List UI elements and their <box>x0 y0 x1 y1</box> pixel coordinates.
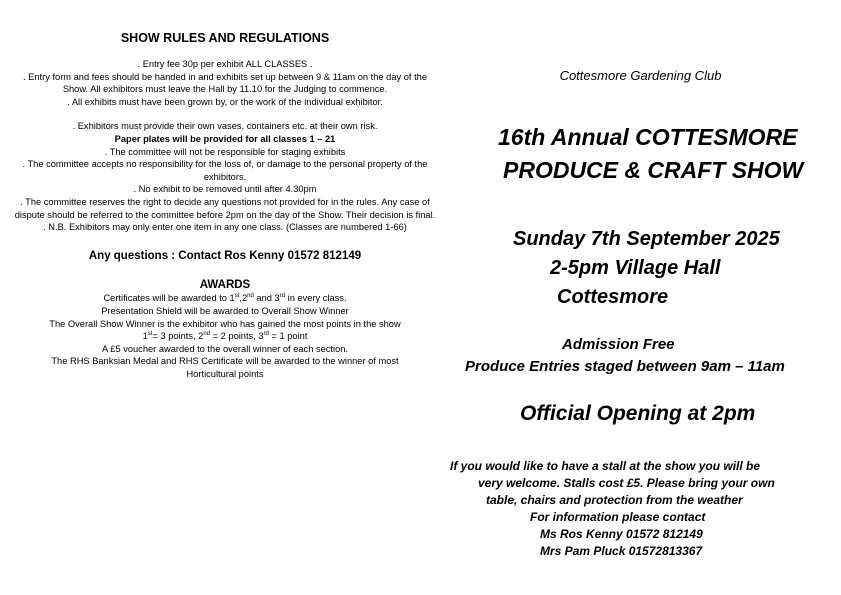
official-opening: Official Opening at 2pm <box>520 402 756 425</box>
rule-disputes: . The committee reserves the right to decide any questions not provided for in the rules. Any case of dispute should be referred to the committee before 2pm on the day of the Show. Their decision is final. <box>14 196 436 220</box>
contact-pam: Mrs Pam Pluck 01572813367 <box>540 544 703 558</box>
stall-line: For information please contact <box>530 510 706 524</box>
awards-shield: Presentation Shield will be awarded to Overall Show Winner <box>101 305 349 316</box>
show-title-line-2: PRODUCE & CRAFT SHOW <box>503 157 804 183</box>
awards-winner: The Overall Show Winner is the exhibitor who has gained the most points in the show <box>49 318 401 329</box>
rule-entry-form: . Entry form and fees should be handed in and exhibits set up between 9 & 11am on the day of the Show. All exhibitors must leave the Hall by 11.10 for the Judging to commence. <box>23 71 427 95</box>
stall-line: very welcome. Stalls cost £5. Please bring your own <box>478 476 775 490</box>
stall-info <box>450 458 810 560</box>
flyer-column <box>440 0 841 595</box>
rule-liability: . The committee accepts no responsibility for the loss of, or damage to the personal property of the exhibitors. <box>22 159 428 182</box>
produce-entries: Produce Entries staged between 9am – 11am <box>465 358 785 375</box>
show-time-place: 2-5pm Village Hall <box>550 257 721 279</box>
rule-own-work: . All exhibits must have been grown by, or the work of the individual exhibitor. <box>67 96 383 107</box>
contact-line: Any questions : Contact Ros Kenny 01572 812149 <box>88 249 362 262</box>
stall-line: If you would like to have a stall at the show you will be <box>450 459 761 473</box>
stall-line: table, chairs and protection from the weather <box>486 493 743 507</box>
show-location: Cottesmore <box>557 286 669 308</box>
awards-certificates: Certificates will be awarded to 1st,2nd and 3rd in every class. <box>103 293 347 304</box>
awards-points: 1st= 3 points, 2nd = 2 points, 3rd = 1 point <box>142 331 308 342</box>
contact-ros: Ms Ros Kenny 01572 812149 <box>540 527 703 541</box>
rule-staging: . The committee will not be responsible for staging exhibits <box>104 146 346 157</box>
rule-containers: . Exhibitors must provide their own vases, containers etc. at their own risk. <box>72 121 378 132</box>
rules-heading: SHOW RULES AND REGULATIONS <box>120 31 330 45</box>
rule-paper-plates: Paper plates will be provided for all classes 1 – 21 <box>114 133 336 144</box>
awards-heading: AWARDS <box>199 279 251 292</box>
awards-voucher: A £5 voucher awarded to the overall winner of each section. <box>102 343 348 354</box>
rule-entry-fee: . Entry fee 30p per exhibit ALL CLASSES . <box>137 59 313 69</box>
rules-column <box>10 30 440 380</box>
awards-rhs: The RHS Banksian Medal and RHS Certificate will be awarded to the winner of most <box>51 356 399 367</box>
show-title-line-1: 16th Annual COTTESMORE <box>498 124 798 150</box>
rule-one-item: . N.B. Exhibitors may only enter one item in any one class. (Classes are numbered 1-66) <box>43 222 407 233</box>
awards-rhs-2: Horticultural points <box>186 368 264 379</box>
rule-removal: . No exhibit to be removed until after 4.30pm <box>133 184 317 195</box>
club-name: Cottesmore Gardening Club <box>559 68 722 83</box>
admission: Admission Free <box>562 336 675 353</box>
show-date: Sunday 7th September 2025 <box>513 228 780 250</box>
